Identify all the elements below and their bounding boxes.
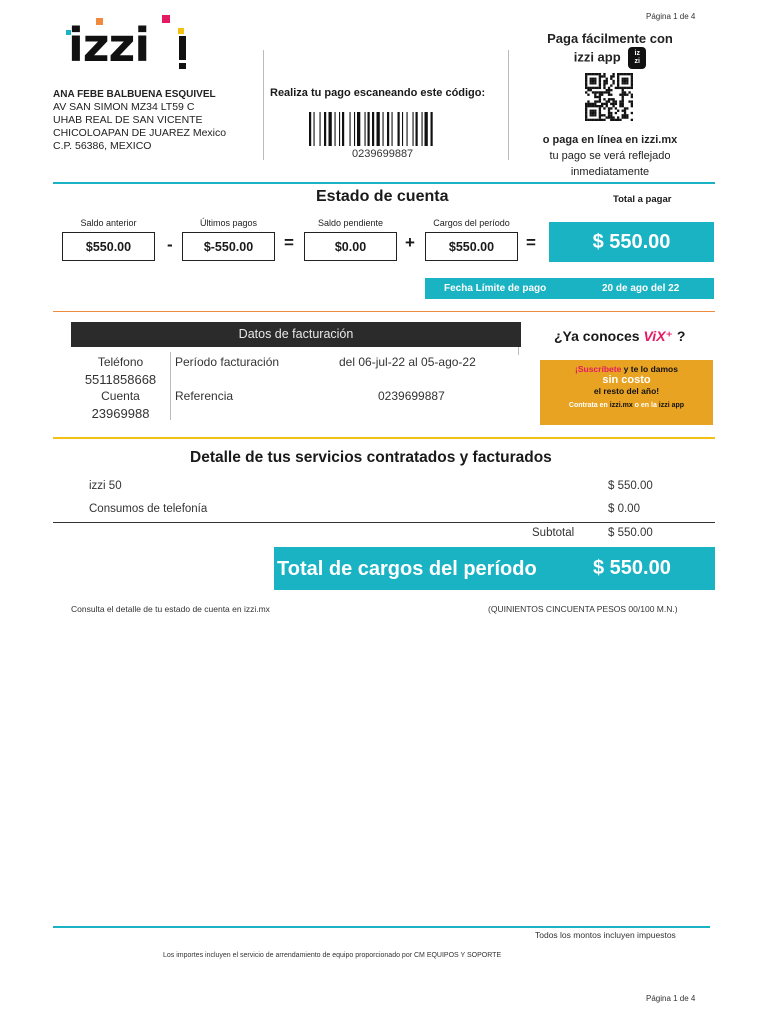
saldo-pendiente-value: $0.00 bbox=[304, 232, 397, 261]
vix-question-mark: ? bbox=[676, 328, 686, 344]
vix-line4a: Contrata en bbox=[568, 402, 610, 409]
estado-title: Estado de cuenta bbox=[316, 188, 449, 205]
total-a-pagar: $ 550.00 bbox=[549, 222, 714, 262]
fecha-limite-bar bbox=[425, 278, 714, 299]
equals-sign: = bbox=[526, 233, 536, 252]
izzi-logo bbox=[60, 14, 195, 72]
total-label: Total a pagar bbox=[613, 194, 672, 205]
telefono-value: 5511858668 bbox=[84, 372, 157, 387]
detalle-title: Detalle de tus servicios contratados y facturados bbox=[190, 449, 552, 466]
divider bbox=[53, 311, 715, 312]
vix-line4c: o en la bbox=[632, 402, 659, 409]
address-line: AV SAN SIMON MZ34 LT59 C bbox=[53, 101, 195, 113]
total-cargos-box bbox=[274, 547, 715, 590]
subtotal-value: $ 550.00 bbox=[608, 527, 653, 539]
page-number-bottom: Página 1 de 4 bbox=[646, 994, 696, 1003]
divider bbox=[263, 50, 264, 160]
service-name: Consumos de telefonía bbox=[89, 503, 208, 515]
equals-sign: = bbox=[284, 233, 294, 252]
pay-online-line: tu pago se verá reflejado bbox=[549, 150, 671, 162]
minus-sign: - bbox=[167, 235, 173, 254]
divider bbox=[53, 182, 715, 184]
vix-promo-box bbox=[540, 360, 713, 425]
barcode bbox=[309, 112, 461, 146]
vix-line1: y te lo damos bbox=[621, 364, 678, 374]
cuenta-value: 23969988 bbox=[91, 406, 150, 421]
cuenta-label: Cuenta bbox=[101, 389, 140, 403]
total-cargos-value: $ 550.00 bbox=[593, 557, 671, 579]
cargos-periodo-value: $550.00 bbox=[425, 232, 518, 261]
periodo-label: Período facturación bbox=[175, 355, 280, 369]
periodo-value: del 06-jul-22 al 05-ago-22 bbox=[339, 355, 476, 369]
app-promo-line2: izzi app bbox=[573, 49, 621, 65]
referencia-value: 0239699887 bbox=[378, 389, 445, 403]
ultimos-pagos-value: $-550.00 bbox=[182, 232, 275, 261]
fecha-limite-value: 20 de ago del 22 bbox=[602, 283, 680, 294]
total-cargos-label: Total de cargos del período bbox=[277, 558, 537, 580]
vix-app-link[interactable]: izzi app bbox=[658, 402, 685, 409]
service-amount: $ 0.00 bbox=[608, 503, 640, 515]
vix-subscribe: ¡Suscríbete bbox=[575, 364, 622, 374]
customer-name: ANA FEBE BALBUENA ESQUIVEL bbox=[53, 89, 216, 100]
address-line: CHICOLOAPAN DE JUAREZ Mexico bbox=[53, 127, 227, 139]
saldo-anterior-value: $550.00 bbox=[62, 232, 155, 261]
telefono-label: Teléfono bbox=[97, 355, 144, 369]
izzi-app-icon: iz zi bbox=[628, 47, 646, 69]
saldo-pendiente-label: Saldo pendiente bbox=[317, 218, 384, 228]
customer-address-block bbox=[53, 88, 226, 153]
barcode-number: 0239699887 bbox=[352, 148, 414, 160]
saldo-anterior-label: Saldo anterior bbox=[80, 218, 137, 228]
divider bbox=[53, 926, 710, 928]
divider bbox=[518, 347, 519, 355]
app-promo bbox=[530, 30, 690, 69]
address-line: UHAB REAL DE SAN VICENTE bbox=[53, 114, 203, 126]
referencia-label: Referencia bbox=[175, 389, 234, 403]
fecha-limite-label: Fecha Límite de pago bbox=[444, 283, 547, 294]
consulta-text: Consulta el detalle de tu estado de cuenta en izzi.mx bbox=[71, 604, 270, 614]
cargos-periodo-label: Cargos del período bbox=[433, 218, 510, 228]
vix-izzi-link[interactable]: izzi.mx bbox=[609, 402, 633, 409]
service-amount: $ 550.00 bbox=[608, 480, 653, 492]
service-name: izzi 50 bbox=[89, 480, 122, 492]
monto-letra: (QUINIENTOS CINCUENTA PESOS 00/100 M.N.) bbox=[488, 604, 678, 614]
ultimos-pagos-label: Últimos pagos bbox=[199, 218, 258, 228]
plus-sign: + bbox=[405, 233, 415, 252]
pay-online-line: inmediatamente bbox=[570, 166, 650, 178]
vix-line3: el resto del año! bbox=[593, 386, 660, 396]
page-number-top: Página 1 de 4 bbox=[646, 12, 696, 21]
datos-facturacion-header: Datos de facturación bbox=[71, 322, 521, 347]
vix-question-text: ¿Ya conoces bbox=[554, 328, 640, 344]
pay-online-text bbox=[525, 132, 695, 180]
app-promo-line1: Paga fácilmente con bbox=[547, 31, 673, 46]
divider bbox=[53, 437, 715, 439]
impuestos-note: Todos los montos incluyen impuestos bbox=[535, 930, 676, 940]
arrendamiento-note: Los importes incluyen el servicio de arrendamiento de equipo proporcionado por CM EQUIPOS Y SOPORTE bbox=[163, 952, 502, 959]
divider bbox=[170, 352, 171, 420]
subtotal-label: Subtotal bbox=[532, 527, 575, 539]
address-line: C.P. 56386, MEXICO bbox=[53, 140, 152, 152]
vix-question bbox=[554, 328, 685, 345]
pay-online-line: o paga en línea en izzi.mx bbox=[542, 134, 678, 146]
logo-text: izzi bbox=[68, 18, 150, 72]
vix-logo: ViX⁺ bbox=[643, 328, 673, 344]
vix-line2: sin costo bbox=[602, 374, 651, 386]
qr-code bbox=[585, 73, 633, 121]
divider bbox=[508, 50, 509, 160]
scan-label: Realiza tu pago escaneando este código: bbox=[270, 87, 486, 99]
divider bbox=[53, 522, 715, 523]
